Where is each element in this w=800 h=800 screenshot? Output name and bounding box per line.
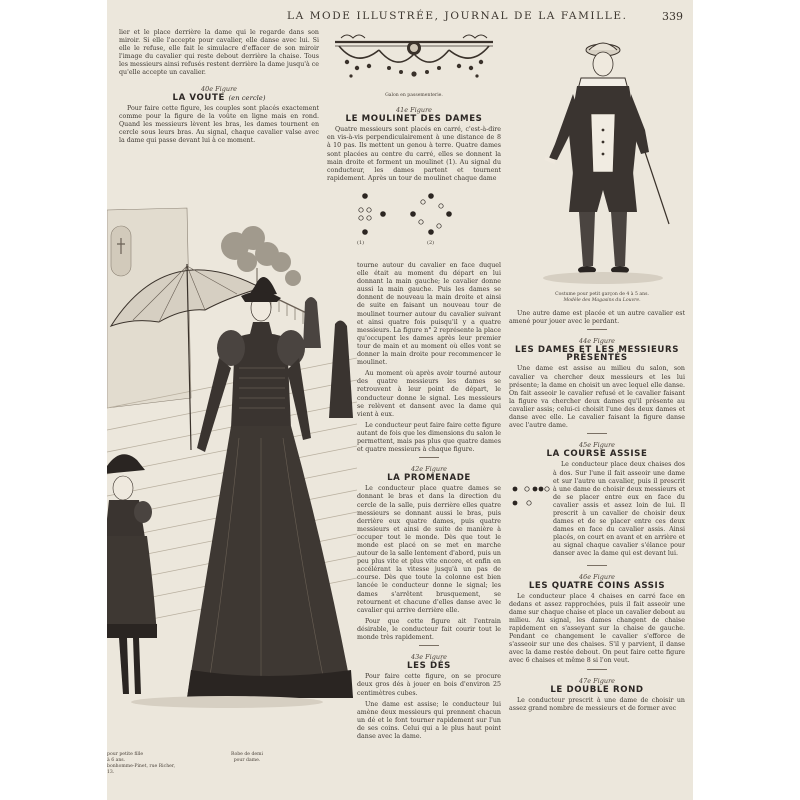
figure-44-number: 44e Figure <box>578 337 616 346</box>
figure-41-title: LE MOULINET DES DAMES <box>345 114 483 125</box>
figure-40-title-text: LA VOUTE <box>172 92 225 103</box>
running-title: LA MODE ILLUSTRÉE, JOURNAL DE LA FAMILLE. <box>287 10 628 22</box>
figure-41-continuation-1: tourne autour du cavalier en face duquel elle était au moment du départ en lui donnant la main gauche; le cavalier donne aussi la main gauche. Puis les dames se donnent de nouveau la main droite et ainsi de suite en faisant un nouveau tour de moulinet tourner autour du cavalier suivant et ainsi quatre fois puisqu'il y a quatre messieurs. La figure n° 2 représente la place qu'occupent les dames après leur premier tour de main et au moment où elles vont se donner la main droite pour recommencer le moulinet. <box>357 262 501 367</box>
continuation-paragraph: Une autre dame est placée et un autre cavalier est amené pour jouer avec le perdant. <box>509 310 685 326</box>
boy-caption-block <box>519 292 685 304</box>
figure-44-title: LES DAMES ET LES MESSIEURS PRÉSENTÉS <box>514 345 680 364</box>
figure-46-paragraph: Le conducteur place 4 chaises en carré face en dedans et assez rapprochées, puis il fait asseoir une dame sur chaque chaise et place un cavalier debout au milieu. Au signal, les dames changent de chaise rapidement en s'asseyant sur la chaise de gauche. Pendant ce changement le cavalier s'efforce de s'asseoir sur une des chaises. S'il y parvient, il danse avec la dame restée debout. On peut faire cette figure avec 6 chaises et même 8 si l'on veut. <box>509 592 686 665</box>
center-illustration-caption: Robe de demi pour dame. <box>231 752 263 763</box>
intro-paragraph: lier et le place derrière la dame qui le regarde dans son miroir. Si elle l'accepte pour cavalier, elle danse avec lui. Si elle le refuse, elle fait le simulacre d'effacer de son miroir l'image du cavalier qui reste debout derrière la chaise. Tous les messieurs ainsi refusés restent derrière la dame jusqu'à ce qu'elle accepte un cavalier. <box>119 29 319 77</box>
figure-40-subtitle: (en cercle) <box>228 93 266 102</box>
separator <box>419 645 439 646</box>
column-right-text <box>509 310 685 716</box>
separator <box>587 433 607 434</box>
figure-40-number: 40e Figure <box>200 84 238 93</box>
fashion-illustration <box>107 198 357 758</box>
figure-41-paragraph: Quatre messieurs sont placés en carré, c'est-à-dire en vis-à-vis perpendiculairement à une distance de 8 à 10 pas. Ils mettent un genou à terre. Quatre dames sont placées au centre du carré, elles se donnent la main droite et forment un moulinet (1). Au signal du conducteur, les dames partent et tournent rapidement. Après un tour de moulinet chaque dame <box>327 126 501 182</box>
figure-42-number: 42e Figure <box>410 465 448 474</box>
diagram-label-1: (1) <box>357 240 365 247</box>
page-number: 339 <box>662 10 683 23</box>
boy-costume-illustration <box>519 34 685 288</box>
figure-41-number: 41e Figure <box>395 106 433 115</box>
figure-47-paragraph: Le conducteur prescrit à une dame de choisir un assez grand nombre de messieurs et de former avec <box>509 696 685 712</box>
figure-41-continuation-2: Au moment où après avoir tourné autour des quatre messieurs les dames se retrouvent à leur point de départ, le conducteur donne le signal. Les messieurs se relèvent et dansent avec la dame qui vient à eux. <box>357 370 501 418</box>
figure-43-continuation: Une dame est assise; le conducteur lui amène deux messieurs qui prennent chacun un dé et le font tourner rapidement sur l'un de ses coins. Celui qui a le plus haut point danse avec la dame. <box>357 700 501 740</box>
left-illustration-caption: pour petite fille à 6 ans. bonhomme-Pinet, rue Richer, 13. <box>107 752 176 775</box>
figure-44-paragraph: Une dame est assise au milieu du salon, son cavalier va chercher deux messieurs et les lui présente; la dame en choisit un avec lequel elle danse. On fait asseoir le cavalier refusé et le cavalier faisant la figure va chercher deux dames qu'il présente au cavalier assis; celui-ci choisit l'une des deux dames et danse avec elle. Le cavalier faisant la figure danse avec l'autre dame. <box>509 365 685 430</box>
diagram-label-2: (2) <box>427 240 435 247</box>
figure-46-number: 46e Figure <box>578 572 616 581</box>
figure-47-number: 47e Figure <box>578 676 616 685</box>
figure-42-paragraph: Le conducteur place quatre dames se donnant le bras et dans la direction du cercle de la salle, puis derrière elles quatre messieurs se donnant aussi le bras, puis derrière eux quatre dames, puis quatre messieurs et ainsi de suite de manière à occuper tout le monde. Dès que tout le monde est placé on se met en marche autour de la salle lentement d'abord, puis un peu plus vite et plus vite encore, et enfin en accélérant la vitesse jusqu'à un pas de course. Dès que toute la colonne est bien lancée le conducteur donne le signal; les dames s'arrêtent brusquement, se retournent et chacune d'elles danse avec le cavalier qui arrive derrière elle. <box>357 485 501 614</box>
separator <box>419 457 439 458</box>
boy-credit: Modèle des Magasins du Louvre. <box>563 298 641 303</box>
galon-passementerie-illustration <box>327 28 501 90</box>
course-assise-diagram <box>509 479 553 523</box>
figure-46-title: LES QUATRE COINS ASSIS <box>528 580 666 591</box>
column-left-text <box>119 29 319 148</box>
figure-42-continuation: Pour que cette figure ait l'entrain désirable, le conducteur fait courir tout le monde très rapidement. <box>357 617 501 642</box>
figure-45-number: 45e Figure <box>578 441 616 450</box>
magazine-page <box>107 0 693 800</box>
figure-43-title: LES DÉS <box>407 661 451 672</box>
column-middle-lower-text <box>357 262 501 744</box>
boy-figure-engraving <box>519 34 685 288</box>
galon-caption: Galon en passementerie. <box>385 93 443 99</box>
fashion-engraving <box>107 198 357 758</box>
figure-45-title: LA COURSE ASSISE <box>546 449 648 460</box>
separator <box>587 329 607 330</box>
boy-caption: Costume pour petit garçon de 4 à 5 ans. <box>555 292 649 297</box>
page-header <box>107 10 693 24</box>
figure-41-continuation-3: Le conducteur peut faire faire cette figure autant de fois que les dimensions du salon le permettent, mais pas plus que quatre dames et quatre messieurs à chaque figure. <box>357 421 501 454</box>
figure-40-paragraph: Pour faire cette figure, les couples sont placés exactement comme pour la figure de la voûte en ligne mais en rond. Quand les messieurs lèvent les bras, les dames tournent en cercle sous leurs bras. Au signal, chaque cavalier valse avec la dame qui passe devant lui à ce moment. <box>119 104 319 145</box>
separator <box>587 565 607 566</box>
separator <box>587 669 607 670</box>
figure-42-title: LA PROMENADE <box>387 473 471 484</box>
figure-43-number: 43e Figure <box>410 653 448 662</box>
figure-40-title <box>119 94 319 102</box>
figure-47-title: LE DOUBLE ROND <box>550 684 644 695</box>
figure-45-paragraph: Le conducteur place deux chaises dos à dos. Sur l'une il fait asseoir une dame et sur l'autre un cavalier, puis il prescrit à une dame de choisir deux messieurs et de se placer entre eux en face du cavalier assis et assez loin de lui. Il prescrit à un cavalier de choisir deux dames et de se placer entre ces deux dames en face du cavalier assis. Ainsi placés, on court en avant et en arrière et au signal chaque cavalier s'élance pour danser avec la dame qui est devant lui. <box>553 461 685 558</box>
figure-43-paragraph: Pour faire cette figure, on se procure deux gros dés à jouer en bois d'environ 25 centimètres cubes. <box>357 673 501 697</box>
